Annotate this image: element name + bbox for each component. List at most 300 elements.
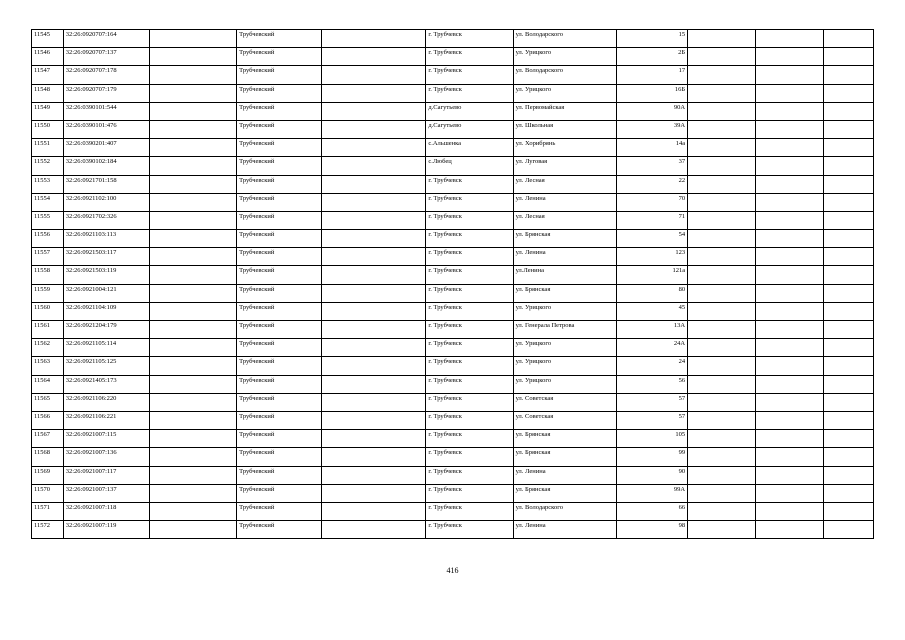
empty-cell [756, 284, 824, 302]
cadastral-number: 32:26:0921007:115 [63, 430, 149, 448]
page-number: 416 [446, 566, 459, 575]
locality: г. Трубчевск [426, 230, 513, 248]
house-number: 57 [616, 393, 687, 411]
empty-cell [149, 139, 236, 157]
empty-cell [824, 521, 874, 539]
street: ул. Урицкого [513, 339, 616, 357]
empty-cell [756, 211, 824, 229]
empty-cell [756, 266, 824, 284]
district: Трубчевский [237, 248, 322, 266]
empty-cell [149, 357, 236, 375]
street: ул. Ленина [513, 193, 616, 211]
house-number: 90А [616, 102, 687, 120]
street: ул. Володарского [513, 502, 616, 520]
empty-cell [322, 139, 426, 157]
empty-cell [149, 393, 236, 411]
cadastral-number: 32:26:0920707:178 [63, 66, 149, 84]
cadastral-number: 32:26:0921004:121 [63, 284, 149, 302]
empty-cell [688, 466, 756, 484]
district: Трубчевский [237, 430, 322, 448]
empty-cell [322, 193, 426, 211]
table-row [32, 466, 874, 484]
street: ул. Лесная [513, 175, 616, 193]
row-index: 11562 [32, 339, 64, 357]
house-number: 80 [616, 284, 687, 302]
empty-cell [756, 321, 824, 339]
table-row [32, 139, 874, 157]
row-index: 11560 [32, 302, 64, 320]
house-number: 2Б [616, 48, 687, 66]
locality: г. Трубчевск [426, 211, 513, 229]
street: ул. Брянская [513, 484, 616, 502]
empty-cell [322, 248, 426, 266]
empty-cell [688, 339, 756, 357]
empty-cell [824, 339, 874, 357]
empty-cell [756, 139, 824, 157]
empty-cell [149, 484, 236, 502]
empty-cell [322, 321, 426, 339]
house-number: 57 [616, 411, 687, 429]
empty-cell [756, 502, 824, 520]
empty-cell [824, 84, 874, 102]
table-row [32, 393, 874, 411]
row-index: 11545 [32, 30, 64, 48]
district: Трубчевский [237, 284, 322, 302]
street: ул.Ленина [513, 266, 616, 284]
empty-cell [149, 375, 236, 393]
empty-cell [322, 411, 426, 429]
empty-cell [824, 102, 874, 120]
row-index: 11551 [32, 139, 64, 157]
table-row [32, 502, 874, 520]
empty-cell [756, 466, 824, 484]
empty-cell [688, 411, 756, 429]
registry-body [32, 30, 874, 539]
table-row [32, 84, 874, 102]
locality: г. Трубчевск [426, 266, 513, 284]
empty-cell [688, 120, 756, 138]
empty-cell [824, 30, 874, 48]
street: ул. Ленина [513, 521, 616, 539]
locality: г. Трубчевск [426, 66, 513, 84]
empty-cell [756, 484, 824, 502]
house-number: 99 [616, 448, 687, 466]
empty-cell [756, 302, 824, 320]
empty-cell [149, 339, 236, 357]
locality: г. Трубчевск [426, 502, 513, 520]
cadastral-number: 32:26:0921007:136 [63, 448, 149, 466]
locality: г. Трубчевск [426, 30, 513, 48]
empty-cell [149, 175, 236, 193]
empty-cell [824, 211, 874, 229]
empty-cell [322, 66, 426, 84]
empty-cell [149, 120, 236, 138]
empty-cell [149, 30, 236, 48]
empty-cell [688, 393, 756, 411]
row-index: 11546 [32, 48, 64, 66]
empty-cell [688, 30, 756, 48]
empty-cell [322, 102, 426, 120]
street: ул. Володарского [513, 30, 616, 48]
empty-cell [756, 120, 824, 138]
district: Трубчевский [237, 357, 322, 375]
row-index: 11549 [32, 102, 64, 120]
locality: г. Трубчевск [426, 48, 513, 66]
district: Трубчевский [237, 502, 322, 520]
cadastral-number: 32:26:0390102:184 [63, 157, 149, 175]
row-index: 11565 [32, 393, 64, 411]
empty-cell [688, 193, 756, 211]
cadastral-number: 32:26:0921007:137 [63, 484, 149, 502]
empty-cell [688, 175, 756, 193]
empty-cell [756, 521, 824, 539]
locality: г. Трубчевск [426, 375, 513, 393]
empty-cell [688, 375, 756, 393]
locality: г. Трубчевск [426, 339, 513, 357]
row-index: 11568 [32, 448, 64, 466]
street: ул. Володарского [513, 66, 616, 84]
table-row [32, 448, 874, 466]
row-index: 11547 [32, 66, 64, 84]
house-number: 14а [616, 139, 687, 157]
table-row [32, 193, 874, 211]
district: Трубчевский [237, 30, 322, 48]
street: ул. Урицкого [513, 357, 616, 375]
empty-cell [824, 411, 874, 429]
empty-cell [322, 175, 426, 193]
row-index: 11569 [32, 466, 64, 484]
row-index: 11570 [32, 484, 64, 502]
house-number: 54 [616, 230, 687, 248]
empty-cell [824, 230, 874, 248]
empty-cell [322, 284, 426, 302]
empty-cell [322, 466, 426, 484]
district: Трубчевский [237, 48, 322, 66]
street: ул. Брянская [513, 284, 616, 302]
empty-cell [824, 357, 874, 375]
district: Трубчевский [237, 411, 322, 429]
empty-cell [688, 66, 756, 84]
row-index: 11550 [32, 120, 64, 138]
cadastral-number: 32:26:0390201:407 [63, 139, 149, 157]
empty-cell [688, 448, 756, 466]
cadastral-number: 32:26:0921007:117 [63, 466, 149, 484]
empty-cell [688, 430, 756, 448]
cadastral-number: 32:26:0921405:173 [63, 375, 149, 393]
district: Трубчевский [237, 66, 322, 84]
table-row [32, 321, 874, 339]
table-row [32, 430, 874, 448]
street: ул. Генерала Петрова [513, 321, 616, 339]
cadastral-number: 32:26:0921503:117 [63, 248, 149, 266]
locality: г. Трубчевск [426, 193, 513, 211]
district: Трубчевский [237, 139, 322, 157]
locality: г. Трубчевск [426, 84, 513, 102]
empty-cell [149, 502, 236, 520]
house-number: 17 [616, 66, 687, 84]
empty-cell [756, 375, 824, 393]
empty-cell [149, 48, 236, 66]
row-index: 11571 [32, 502, 64, 520]
house-number: 15 [616, 30, 687, 48]
table-row [32, 230, 874, 248]
empty-cell [688, 302, 756, 320]
street: ул. Брянская [513, 448, 616, 466]
locality: г. Трубчевск [426, 484, 513, 502]
row-index: 11563 [32, 357, 64, 375]
row-index: 11572 [32, 521, 64, 539]
empty-cell [688, 139, 756, 157]
empty-cell [688, 48, 756, 66]
empty-cell [322, 30, 426, 48]
row-index: 11553 [32, 175, 64, 193]
row-index: 11554 [32, 193, 64, 211]
empty-cell [824, 284, 874, 302]
empty-cell [149, 302, 236, 320]
locality: г. Трубчевск [426, 302, 513, 320]
empty-cell [688, 266, 756, 284]
cadastral-number: 32:26:0921007:119 [63, 521, 149, 539]
cadastral-number: 32:26:0921702:326 [63, 211, 149, 229]
empty-cell [824, 120, 874, 138]
house-number: 39А [616, 120, 687, 138]
row-index: 11567 [32, 430, 64, 448]
house-number: 70 [616, 193, 687, 211]
empty-cell [756, 430, 824, 448]
house-number: 90 [616, 466, 687, 484]
cadastral-number: 32:26:0921105:114 [63, 339, 149, 357]
street: ул. Урицкого [513, 375, 616, 393]
street: ул. Советская [513, 411, 616, 429]
empty-cell [149, 466, 236, 484]
locality: г. Трубчевск [426, 357, 513, 375]
row-index: 11558 [32, 266, 64, 284]
table-row [32, 211, 874, 229]
empty-cell [322, 393, 426, 411]
empty-cell [756, 393, 824, 411]
district: Трубчевский [237, 321, 322, 339]
cadastral-number: 32:26:0921106:220 [63, 393, 149, 411]
cadastral-number: 32:26:0921102:100 [63, 193, 149, 211]
district: Трубчевский [237, 193, 322, 211]
empty-cell [688, 84, 756, 102]
cadastral-number: 32:26:0921503:119 [63, 266, 149, 284]
street: ул. Хорибрянь [513, 139, 616, 157]
empty-cell [824, 448, 874, 466]
locality: г. Трубчевск [426, 175, 513, 193]
empty-cell [149, 411, 236, 429]
street: ул. Первомайская [513, 102, 616, 120]
empty-cell [824, 66, 874, 84]
empty-cell [149, 230, 236, 248]
empty-cell [322, 484, 426, 502]
house-number: 71 [616, 211, 687, 229]
locality: с.Альшенка [426, 139, 513, 157]
table-row [32, 375, 874, 393]
empty-cell [322, 120, 426, 138]
empty-cell [824, 393, 874, 411]
street: ул. Лесная [513, 211, 616, 229]
empty-cell [756, 102, 824, 120]
empty-cell [824, 302, 874, 320]
row-index: 11552 [32, 157, 64, 175]
district: Трубчевский [237, 302, 322, 320]
row-index: 11564 [32, 375, 64, 393]
street: ул. Урицкого [513, 48, 616, 66]
locality: г. Трубчевск [426, 393, 513, 411]
empty-cell [149, 266, 236, 284]
locality: г. Трубчевск [426, 466, 513, 484]
table-row [32, 339, 874, 357]
empty-cell [824, 139, 874, 157]
empty-cell [688, 248, 756, 266]
district: Трубчевский [237, 120, 322, 138]
cadastral-number: 32:26:0921204:179 [63, 321, 149, 339]
empty-cell [149, 157, 236, 175]
empty-cell [756, 357, 824, 375]
empty-cell [149, 430, 236, 448]
empty-cell [149, 211, 236, 229]
district: Трубчевский [237, 84, 322, 102]
table-row [32, 302, 874, 320]
table-row [32, 66, 874, 84]
empty-cell [756, 66, 824, 84]
row-index: 11559 [32, 284, 64, 302]
empty-cell [824, 502, 874, 520]
district: Трубчевский [237, 211, 322, 229]
registry-table [31, 29, 874, 539]
street: ул. Урицкого [513, 84, 616, 102]
empty-cell [824, 157, 874, 175]
empty-cell [149, 284, 236, 302]
locality: г. Трубчевск [426, 411, 513, 429]
cadastral-number: 32:26:0921106:221 [63, 411, 149, 429]
district: Трубчевский [237, 466, 322, 484]
street: ул. Брянская [513, 430, 616, 448]
empty-cell [322, 230, 426, 248]
district: Трубчевский [237, 393, 322, 411]
house-number: 66 [616, 502, 687, 520]
street: ул. Ленина [513, 248, 616, 266]
cadastral-number: 32:26:0390101:544 [63, 102, 149, 120]
cadastral-number: 32:26:0921104:109 [63, 302, 149, 320]
table-row [32, 521, 874, 539]
district: Трубчевский [237, 484, 322, 502]
empty-cell [756, 448, 824, 466]
empty-cell [322, 266, 426, 284]
empty-cell [756, 84, 824, 102]
empty-cell [824, 484, 874, 502]
empty-cell [688, 230, 756, 248]
district: Трубчевский [237, 375, 322, 393]
empty-cell [149, 84, 236, 102]
house-number: 24А [616, 339, 687, 357]
house-number: 121а [616, 266, 687, 284]
empty-cell [322, 157, 426, 175]
house-number: 98 [616, 521, 687, 539]
row-index: 11556 [32, 230, 64, 248]
table-row [32, 30, 874, 48]
district: Трубчевский [237, 157, 322, 175]
locality: г. Трубчевск [426, 321, 513, 339]
locality: г. Трубчевск [426, 448, 513, 466]
empty-cell [688, 357, 756, 375]
locality: г. Трубчевск [426, 248, 513, 266]
house-number: 37 [616, 157, 687, 175]
district: Трубчевский [237, 266, 322, 284]
empty-cell [688, 284, 756, 302]
cadastral-number: 32:26:0920707:164 [63, 30, 149, 48]
empty-cell [688, 211, 756, 229]
table-row [32, 120, 874, 138]
table-row [32, 102, 874, 120]
empty-cell [149, 102, 236, 120]
district: Трубчевский [237, 102, 322, 120]
cadastral-number: 32:26:0920707:179 [63, 84, 149, 102]
empty-cell [322, 502, 426, 520]
empty-cell [322, 211, 426, 229]
empty-cell [824, 321, 874, 339]
table-row [32, 484, 874, 502]
empty-cell [824, 375, 874, 393]
empty-cell [322, 339, 426, 357]
row-index: 11555 [32, 211, 64, 229]
house-number: 105 [616, 430, 687, 448]
empty-cell [824, 48, 874, 66]
empty-cell [688, 484, 756, 502]
district: Трубчевский [237, 448, 322, 466]
empty-cell [688, 321, 756, 339]
locality: с.Любец [426, 157, 513, 175]
empty-cell [756, 157, 824, 175]
empty-cell [756, 339, 824, 357]
house-number: 16Б [616, 84, 687, 102]
empty-cell [149, 448, 236, 466]
street: ул. Школьная [513, 120, 616, 138]
empty-cell [688, 102, 756, 120]
house-number: 45 [616, 302, 687, 320]
empty-cell [322, 357, 426, 375]
row-index: 11557 [32, 248, 64, 266]
street: ул. Ленина [513, 466, 616, 484]
empty-cell [322, 302, 426, 320]
table-row [32, 284, 874, 302]
empty-cell [322, 448, 426, 466]
empty-cell [322, 84, 426, 102]
empty-cell [824, 175, 874, 193]
row-index: 11548 [32, 84, 64, 102]
district: Трубчевский [237, 521, 322, 539]
locality: д.Сагутьево [426, 102, 513, 120]
empty-cell [756, 48, 824, 66]
empty-cell [149, 248, 236, 266]
empty-cell [756, 411, 824, 429]
district: Трубчевский [237, 230, 322, 248]
locality: г. Трубчевск [426, 430, 513, 448]
empty-cell [322, 375, 426, 393]
cadastral-number: 32:26:0921105:125 [63, 357, 149, 375]
locality: г. Трубчевск [426, 521, 513, 539]
empty-cell [756, 193, 824, 211]
empty-cell [149, 321, 236, 339]
empty-cell [756, 175, 824, 193]
street: ул. Брянская [513, 230, 616, 248]
empty-cell [149, 521, 236, 539]
empty-cell [149, 66, 236, 84]
row-index: 11561 [32, 321, 64, 339]
empty-cell [322, 521, 426, 539]
house-number: 22 [616, 175, 687, 193]
